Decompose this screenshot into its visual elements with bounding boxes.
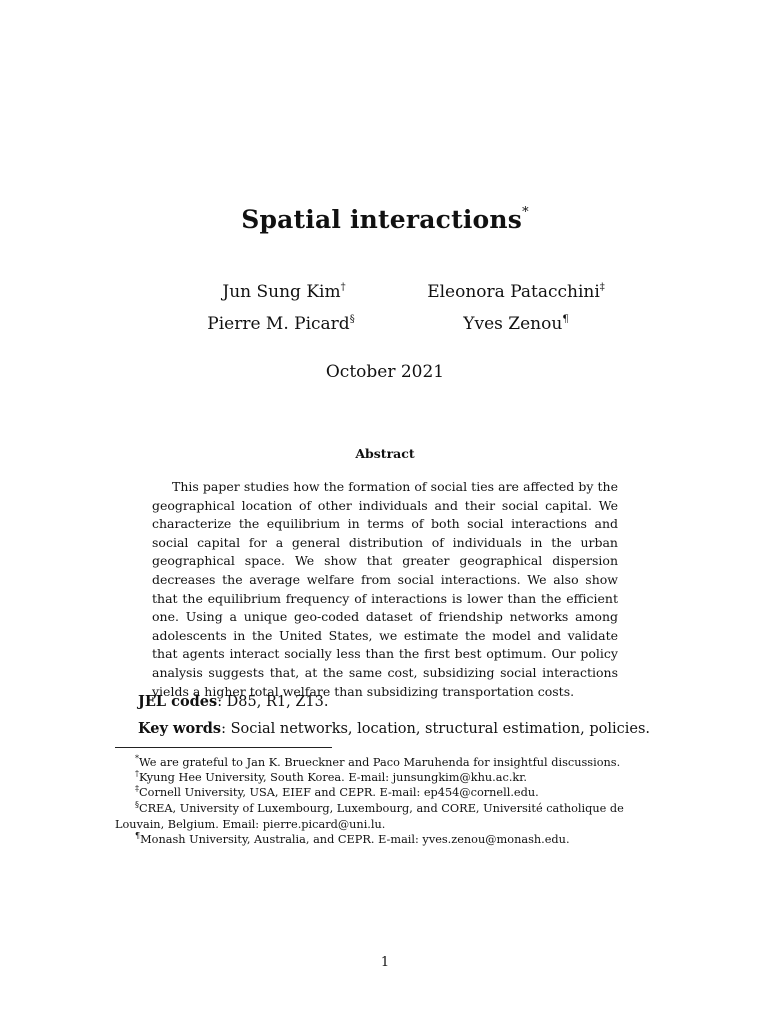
footnote-5	[115, 828, 660, 848]
author-kim	[164, 282, 404, 302]
paper-title	[0, 205, 770, 234]
footnote-mark: ¶	[135, 831, 141, 840]
abstract-heading: Abstract	[355, 446, 415, 461]
footnote-mark: †	[135, 769, 139, 778]
abstract-text: This paper studies how the formation of social ties are affected by the geographical location of other individuals and their social capital. We characterize the equilibrium in terms of both social interactions and social capital for a general distribution of individuals in the urban geographical space. We show that greater geographical dispersion decreases the average welfare from social interactions. We also show that the equilibrium frequency of interactions is lower than the efficient one. Using a unique geo-coded dataset of friendship networks among adolescents in the United States, we estimate the model and validate that agents interact socially less than the first best optimum. Our policy analysis suggests that, at the same cost, subsidizing social interactions yields a higher total welfare than subsidizing transportation costs.	[152, 479, 618, 699]
keywords-label: Key words	[138, 720, 222, 737]
footnote-text: Monash University, Australia, and CEPR. E-mail: yves.zenou@monash.edu.	[140, 833, 570, 846]
author-mark: ¶	[562, 314, 569, 325]
paper-date: October 2021	[325, 362, 445, 382]
author-mark: ‡	[599, 282, 605, 293]
footnote-rule	[115, 747, 332, 748]
footnote-mark: *	[135, 754, 139, 763]
author-mark: †	[340, 282, 346, 293]
author-name: Pierre M. Picard	[207, 314, 350, 334]
author-zenou	[396, 314, 636, 334]
footnote-text: CREA, University of Luxembourg, Luxembourg, and CORE, Université catholique de Louvain, Belgium. Email: pierre.picard@uni.lu.	[115, 802, 624, 831]
author-patacchini	[396, 282, 636, 302]
jel-label: JEL codes	[138, 693, 218, 710]
author-name: Yves Zenou	[463, 314, 563, 334]
footnote-4	[115, 797, 660, 832]
title-text: Spatial interactions	[241, 205, 523, 234]
author-picard	[161, 314, 401, 334]
author-name: Jun Sung Kim	[222, 282, 341, 302]
title-footnote-mark: *	[522, 205, 529, 220]
footnote-mark: ‡	[135, 784, 139, 793]
footnote-mark: §	[135, 800, 139, 809]
footnote-text: Cornell University, USA, EIEF and CEPR. E-mail: ep454@cornell.edu.	[139, 786, 539, 799]
jel-codes	[138, 693, 328, 710]
keywords-value: : Social networks, location, structural estimation, policies.	[221, 721, 650, 737]
page-number: 1	[380, 955, 390, 970]
key-words	[138, 720, 650, 737]
author-mark: §	[349, 314, 355, 325]
footnote-text: We are grateful to Jan K. Brueckner and Paco Maruhenda for insightful discussions.	[139, 756, 621, 769]
jel-value: : D85, R1, Z13.	[217, 694, 329, 710]
author-name: Eleonora Patacchini	[427, 282, 600, 302]
footnote-text: Kyung Hee University, South Korea. E-mail: junsungkim@khu.ac.kr.	[139, 771, 528, 784]
